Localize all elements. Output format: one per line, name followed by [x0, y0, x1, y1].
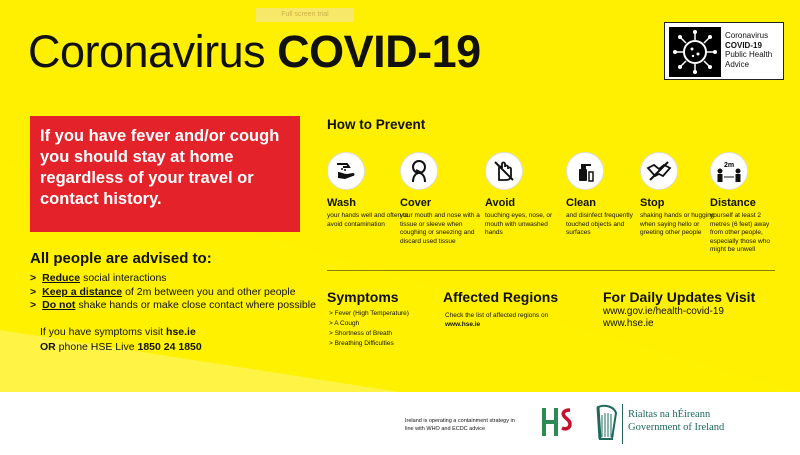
advice-contact — [40, 325, 202, 355]
phone-text: phone HSE Live — [58, 341, 135, 353]
advice-text: social interactions — [83, 272, 167, 284]
prevent-label: Clean — [566, 197, 596, 209]
cough-cover-icon — [400, 152, 438, 190]
symptoms-heading: Symptoms — [327, 289, 399, 305]
phone-prefix: OR — [40, 341, 56, 353]
prevent-desc: shaking hands or hugging when saying hello or greeting other people — [640, 212, 715, 236]
prevent-label: Stop — [640, 197, 665, 209]
social-distance-icon — [710, 152, 748, 190]
title-part2: COVID-19 — [277, 26, 481, 77]
distance-badge: 2m — [723, 162, 735, 169]
advice-item — [30, 299, 316, 313]
arrow-icon: > — [30, 272, 37, 284]
advice-item — [30, 286, 316, 300]
public-health-badge — [664, 22, 784, 80]
page-title — [28, 26, 481, 78]
advice-emphasis: Reduce — [42, 272, 81, 284]
symptom-item: > A Cough — [329, 320, 360, 327]
prevent-cover — [400, 152, 482, 246]
affected-text — [445, 311, 555, 329]
prevent-desc: your hands well and often to avoid contamination — [327, 212, 409, 228]
phone-number: 1850 24 1850 — [137, 341, 202, 353]
advice-heading: All people are advised to: — [30, 250, 212, 267]
affected-link[interactable]: www.hse.ie — [445, 321, 481, 328]
hand-wash-icon — [327, 152, 365, 190]
visit-text: If you have symptoms visit — [40, 326, 164, 338]
harp-icon — [592, 403, 620, 443]
advice-item — [30, 272, 316, 286]
prevent-avoid — [485, 152, 567, 238]
arrow-icon: > — [30, 285, 37, 298]
affected-desc: Check the list of affected regions on — [445, 312, 549, 319]
advice-emphasis: Do not — [42, 299, 76, 311]
advice-list — [30, 272, 316, 313]
hse-updates-link[interactable]: www.hse.ie — [603, 317, 654, 329]
prevent-clean — [566, 152, 648, 238]
fullscreen-tag[interactable]: Full screen trial — [256, 8, 354, 22]
symptom-item: > Breathing Difficulties — [329, 340, 394, 347]
hse-link[interactable]: hse.ie — [166, 326, 196, 338]
prevent-desc: touching eyes, nose, or mouth with unwashed hands — [485, 212, 553, 236]
prevent-label: Wash — [327, 197, 356, 209]
badge-line3: Public Health — [725, 50, 773, 59]
prevent-label: Distance — [710, 197, 756, 209]
prevent-wash — [327, 152, 409, 229]
stay-home-alert: If you have fever and/or cough you should stay at home regardless of your travel or contact history. — [30, 116, 300, 232]
symptom-item: > Shortness of Breath — [329, 330, 393, 337]
updates-heading: For Daily Updates Visit — [603, 289, 756, 305]
advice-text: shake hands or make close contact where possible — [78, 299, 316, 311]
government-logo-text — [628, 408, 724, 434]
prevent-desc: and disinfect frequently touched objects and surfaces — [566, 212, 633, 236]
badge-line1: Coronavirus — [725, 31, 769, 40]
hse-logo — [540, 404, 580, 440]
prevent-desc: your mouth and nose with a tissue or sleeve when coughing or sneezing and discard used tissue — [400, 212, 480, 245]
prevent-label: Avoid — [485, 197, 516, 209]
prevent-label: Cover — [400, 197, 432, 209]
virus-icon — [669, 27, 721, 77]
badge-text — [725, 31, 772, 69]
arrow-icon: > — [30, 299, 37, 311]
badge-line2: COVID-19 — [725, 40, 762, 50]
prevent-desc: yourself at least 2 metres (6 feet) away from other people, especially those who might be unwell — [710, 212, 770, 253]
badge-line4: Advice — [725, 59, 750, 69]
prevent-distance — [710, 152, 782, 255]
govt-english: Government of Ireland — [628, 422, 725, 433]
no-touch-icon — [485, 152, 523, 190]
prevent-heading: How to Prevent — [327, 117, 426, 132]
advice-text: of 2m between you and other people — [125, 285, 296, 298]
title-part1: Coronavirus — [28, 26, 266, 77]
spray-bottle-icon — [566, 152, 604, 190]
containment-note: Ireland is operating a containment strategy in line with WHO and ECDC advice — [405, 418, 515, 432]
section-divider — [327, 270, 775, 271]
hse-logo-text: HSE — [540, 404, 543, 405]
govt-divider — [622, 404, 623, 444]
symptom-item: > Fever (High Temperature) — [329, 310, 409, 317]
updates-links — [603, 306, 724, 329]
affected-heading: Affected Regions — [443, 289, 559, 305]
govt-irish: Rialtas na hÉireann — [628, 409, 711, 420]
advice-emphasis: Keep a distance — [42, 285, 123, 298]
handshake-icon — [640, 152, 678, 190]
gov-link[interactable]: www.gov.ie/health-covid-19 — [603, 306, 724, 317]
symptoms-list — [329, 309, 409, 349]
